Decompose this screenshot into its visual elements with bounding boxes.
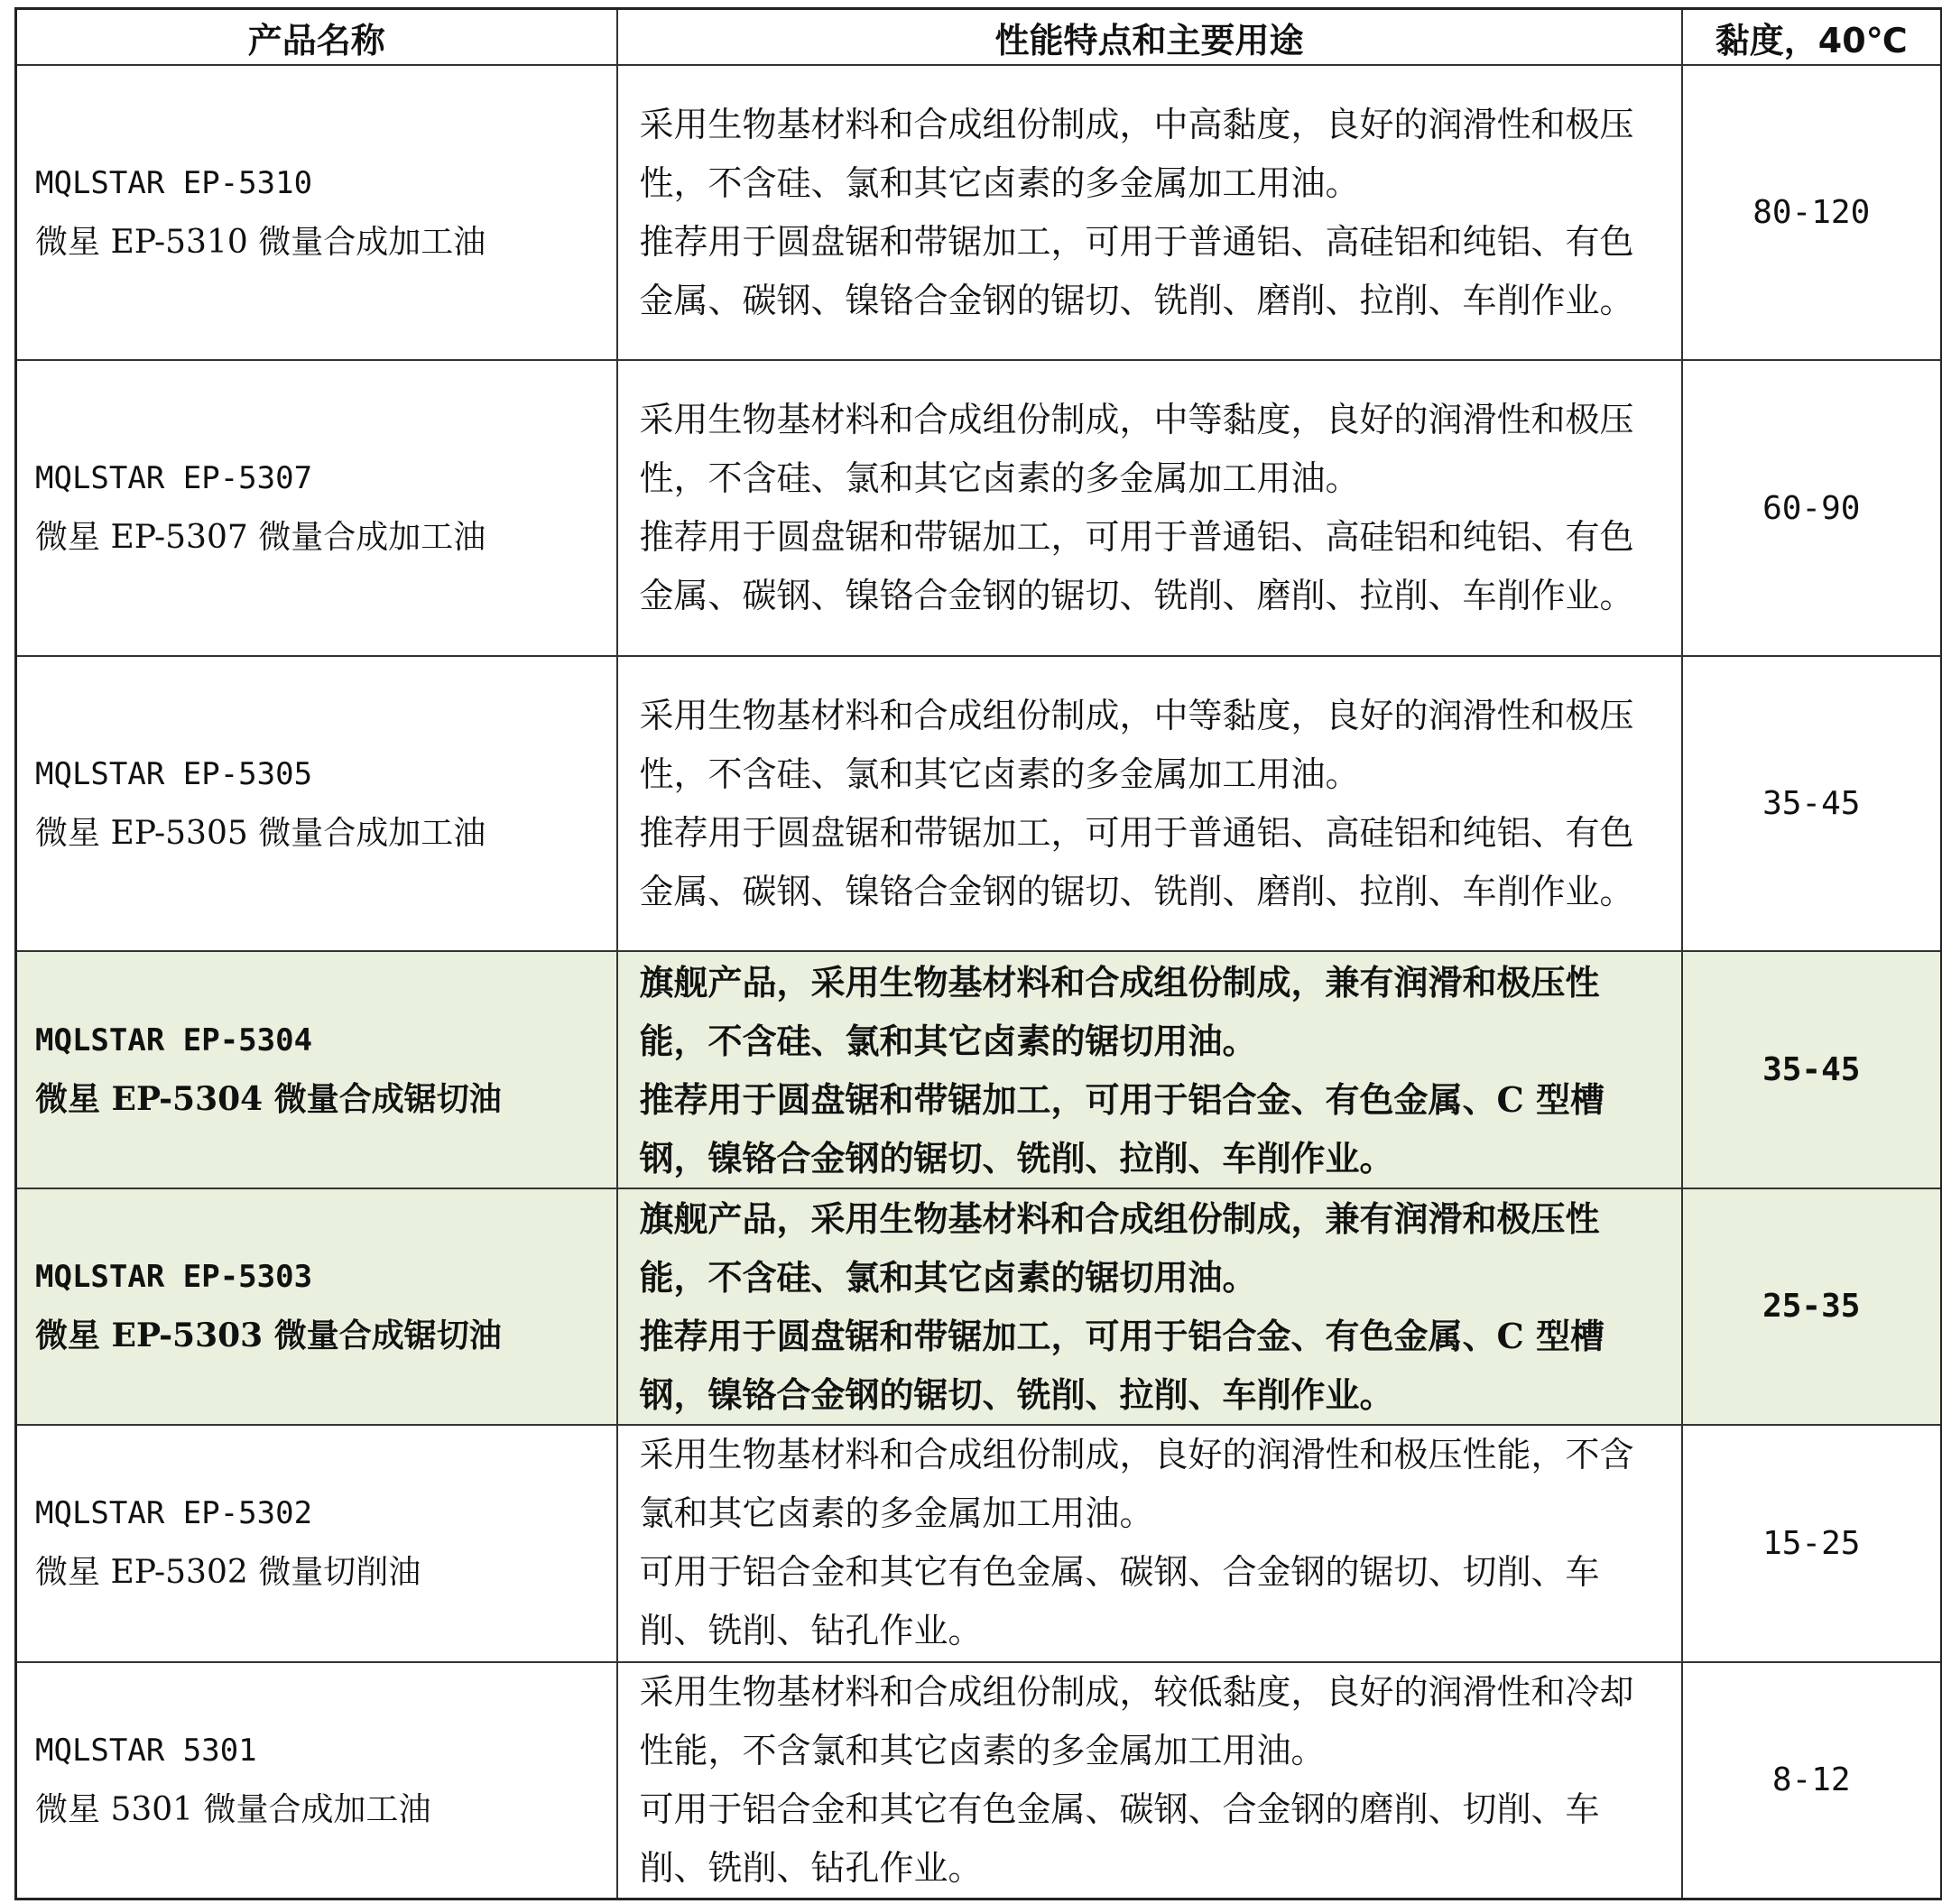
product-code: MQLSTAR EP-5302: [35, 1495, 313, 1532]
features-cell: [617, 1188, 1682, 1425]
features-text: 采用生物基材料和合成组份制成，较低黏度，良好的润滑性和冷却性能，不含氯和其它卤素的多金属加工用油。: [639, 1671, 1634, 1770]
usage-text: 推荐用于圆盘锯和带锯加工，可用于铝合金、有色金属、C 型槽钢，镍铬合金钢的锯切、铣削、拉削、车削作业。: [639, 1315, 1604, 1415]
product-name-cell: [16, 1425, 617, 1661]
product-name-cell: [16, 65, 617, 360]
header-product-name: 产品名称: [16, 9, 617, 66]
features-text: 采用生物基材料和合成组份制成，中等黏度，良好的润滑性和极压性，不含硅、氯和其它卤素的多金属加工用油。: [639, 695, 1634, 794]
usage-text: 推荐用于圆盘锯和带锯加工，可用于普通铝、高硅铝和纯铝、有色金属、碳钢、镍铬合金钢的锯切、铣削、磨削、拉削、车削作业。: [639, 812, 1634, 911]
product-code: MQLSTAR EP-5304: [35, 1021, 313, 1058]
table-row: [16, 65, 1942, 360]
viscosity-cell: 15-25: [1682, 1425, 1942, 1661]
table-row-featured: [16, 1188, 1942, 1425]
header-row: [16, 9, 1942, 66]
product-name-cell: [16, 1188, 617, 1425]
features-text: 采用生物基材料和合成组份制成，中高黏度，良好的润滑性和极压性，不含硅、氯和其它卤素的多金属加工用油。: [639, 104, 1634, 203]
table-row: [16, 1425, 1942, 1661]
product-cn-name: 微星 EP-5305 微量合成加工油: [35, 814, 486, 852]
viscosity-cell: 80-120: [1682, 65, 1942, 360]
product-code: MQLSTAR EP-5307: [35, 460, 313, 497]
usage-text: 推荐用于圆盘锯和带锯加工，可用于铝合金、有色金属、C 型槽钢，镍铬合金钢的锯切、铣削、拉削、车削作业。: [639, 1078, 1604, 1178]
product-name-cell: [16, 951, 617, 1188]
features-text: 旗舰产品，采用生物基材料和合成组份制成，兼有润滑和极压性能，不含硅、氯和其它卤素的锯切用油。: [639, 961, 1600, 1061]
viscosity-cell: 35-45: [1682, 656, 1942, 951]
product-cn-name: 微星 EP-5310 微量合成加工油: [35, 223, 486, 261]
usage-text: 推荐用于圆盘锯和带锯加工，可用于普通铝、高硅铝和纯铝、有色金属、碳钢、镍铬合金钢的锯切、铣削、磨削、拉削、车削作业。: [639, 221, 1634, 320]
table-row: [16, 656, 1942, 951]
table-row-featured: [16, 951, 1942, 1188]
usage-text: 推荐用于圆盘锯和带锯加工，可用于普通铝、高硅铝和纯铝、有色金属、碳钢、镍铬合金钢的锯切、铣削、磨削、拉削、车削作业。: [639, 517, 1634, 616]
product-code: MQLSTAR EP-5303: [35, 1258, 313, 1295]
features-cell: [617, 65, 1682, 360]
features-cell: [617, 1425, 1682, 1661]
product-code: MQLSTAR EP-5310: [35, 164, 313, 201]
features-text: 采用生物基材料和合成组份制成，中等黏度，良好的润滑性和极压性，不含硅、氯和其它卤素的多金属加工用油。: [639, 400, 1634, 499]
product-cn-name: 微星 EP-5303 微量合成锯切油: [35, 1316, 502, 1354]
product-cn-name: 微星 EP-5307 微量合成加工油: [35, 519, 486, 557]
product-code: MQLSTAR EP-5305: [35, 755, 313, 792]
table-row: [16, 1662, 1942, 1899]
product-name-cell: [16, 360, 617, 655]
product-name-cell: [16, 656, 617, 951]
header-features: 性能特点和主要用途: [617, 9, 1682, 66]
viscosity-cell: 60-90: [1682, 360, 1942, 655]
product-code: MQLSTAR 5301: [35, 1732, 257, 1769]
product-cn-name: 微星 EP-5302 微量切削油: [35, 1554, 421, 1592]
table-row: [16, 360, 1942, 655]
product-table: [14, 7, 1942, 1900]
usage-text: 可用于铝合金和其它有色金属、碳钢、合金钢的锯切、切削、车削、铣削、钻孔作业。: [639, 1552, 1600, 1651]
product-cn-name: 微星 5301 微量合成加工油: [35, 1790, 431, 1828]
usage-text: 可用于铝合金和其它有色金属、碳钢、合金钢的磨削、切削、车削、铣削、钻孔作业。: [639, 1788, 1600, 1888]
product-cn-name: 微星 EP-5304 微量合成锯切油: [35, 1079, 502, 1118]
viscosity-cell: 35-45: [1682, 951, 1942, 1188]
features-text: 采用生物基材料和合成组份制成，良好的润滑性和极压性能，不含氯和其它卤素的多金属加工用油。: [639, 1435, 1634, 1534]
features-cell: [617, 656, 1682, 951]
features-cell: [617, 951, 1682, 1188]
product-name-cell: [16, 1662, 617, 1899]
features-cell: [617, 1662, 1682, 1899]
header-viscosity: 黏度，40℃: [1682, 9, 1942, 66]
features-text: 旗舰产品，采用生物基材料和合成组份制成，兼有润滑和极压性能，不含硅、氯和其它卤素的锯切用油。: [639, 1197, 1600, 1298]
viscosity-cell: 8-12: [1682, 1662, 1942, 1899]
viscosity-cell: 25-35: [1682, 1188, 1942, 1425]
features-cell: [617, 360, 1682, 655]
